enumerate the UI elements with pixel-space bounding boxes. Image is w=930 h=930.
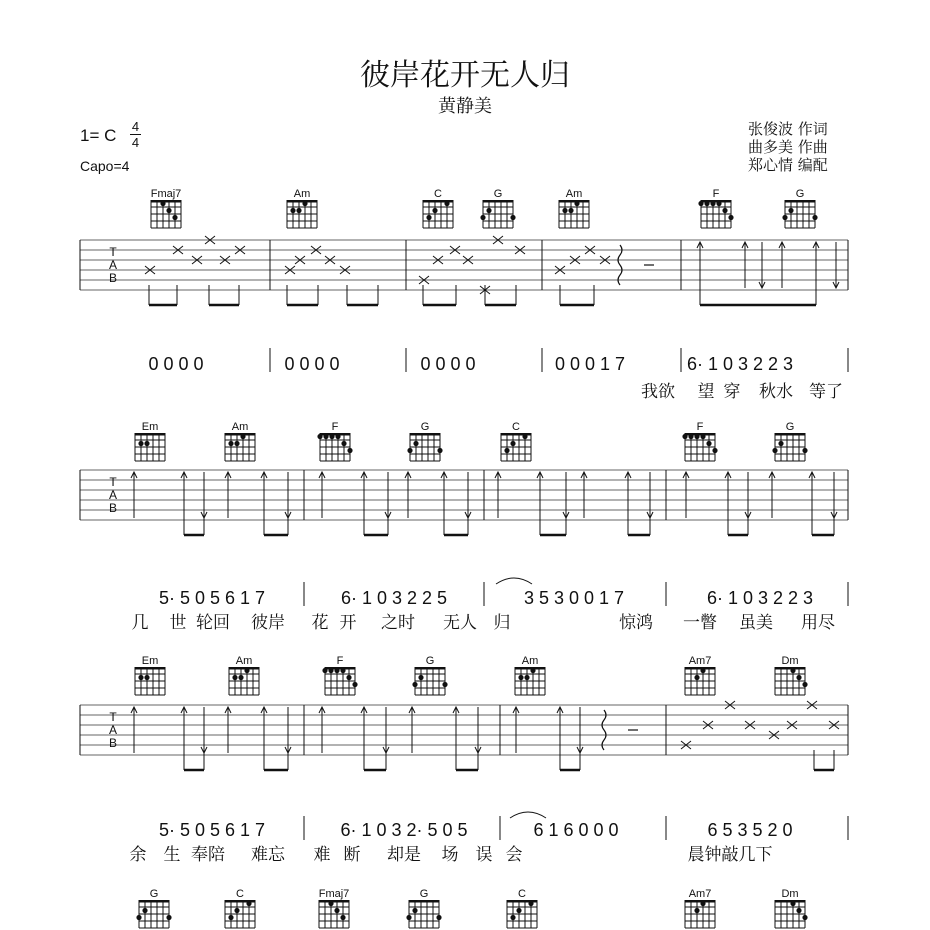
- slur-arc: [496, 578, 532, 584]
- tab-clef-letter: T: [109, 245, 117, 259]
- lyric: 却是: [387, 845, 421, 865]
- chord-name: C: [236, 888, 244, 900]
- chord-dot: [802, 915, 807, 920]
- chord-dot: [340, 915, 345, 920]
- chord-dot: [704, 201, 709, 206]
- chord-dot: [778, 441, 783, 446]
- chord-nut: [685, 900, 715, 903]
- chord-dot: [510, 215, 515, 220]
- chord-dot: [432, 208, 437, 213]
- chord-dot: [341, 441, 346, 446]
- tab-clef-letter: T: [109, 475, 117, 489]
- lyric: 断: [343, 845, 361, 865]
- strum-up-arrow: [625, 472, 631, 518]
- chord-dot: [516, 908, 521, 913]
- strum-up-arrow: [495, 472, 501, 518]
- chord-name: G: [785, 421, 795, 433]
- strum-up-arrow: [513, 707, 519, 753]
- strum-up-arrow: [557, 707, 563, 753]
- chord-diagram: [423, 188, 453, 228]
- chord-name: F: [696, 421, 704, 433]
- chord-dot: [228, 915, 233, 920]
- strum-down-arrow: [475, 707, 481, 753]
- chord-dot: [694, 908, 699, 913]
- jianpu-measure: 6· 1 0 3 2 2 3: [706, 588, 814, 608]
- chord-nut: [319, 900, 349, 903]
- tab-clef-letter: A: [108, 723, 118, 737]
- lyric: 世: [169, 613, 187, 633]
- strum-up-arrow: [261, 472, 267, 518]
- chord-dot: [290, 208, 295, 213]
- lyric: 惊鸿: [619, 613, 653, 633]
- chord-nut: [775, 900, 805, 903]
- chord-diagram: [507, 888, 537, 928]
- strum-down-arrow: [577, 707, 583, 753]
- chord-dot: [317, 434, 322, 439]
- chord-diagram: [135, 421, 165, 461]
- chord-dot: [796, 908, 801, 913]
- jianpu-measure: 6· 1 0 3 2 2 3: [686, 354, 794, 374]
- chord-diagram: [151, 188, 182, 228]
- strum-up-arrow: [809, 472, 815, 518]
- chord-dot: [238, 675, 243, 680]
- chord-dot: [334, 668, 339, 673]
- chord-dot: [510, 441, 515, 446]
- chord-name: C: [434, 188, 442, 200]
- strum-up-arrow: [405, 472, 411, 518]
- chord-diagram: [225, 888, 255, 928]
- chord-dot: [802, 448, 807, 453]
- chord-dot: [796, 675, 801, 680]
- chord-dot: [136, 915, 141, 920]
- tab-clef-letter: A: [108, 258, 118, 272]
- chord-nut: [785, 200, 815, 203]
- lyric: 轮回: [196, 613, 230, 633]
- chord-name: Dm: [781, 655, 799, 667]
- lyric: 归: [493, 613, 511, 633]
- chord-dot: [528, 901, 533, 906]
- chord-dot: [706, 441, 711, 446]
- chord-dot: [144, 441, 149, 446]
- chord-nut: [287, 200, 317, 203]
- chord-dot: [172, 215, 177, 220]
- chord-nut: [151, 200, 181, 203]
- chord-nut: [775, 433, 805, 436]
- tab-clef-letter: T: [109, 710, 117, 724]
- chord-dot: [138, 675, 143, 680]
- chord-diagram: [225, 421, 255, 461]
- strum-up-arrow: [261, 707, 267, 753]
- strum-up-arrow: [409, 707, 415, 753]
- chord-dot: [437, 448, 442, 453]
- chord-dot: [413, 441, 418, 446]
- lyric: 会: [505, 845, 523, 865]
- lyric: 我欲: [641, 382, 675, 402]
- chord-dot: [244, 668, 249, 673]
- chord-dot: [346, 675, 351, 680]
- chord-nut: [225, 433, 255, 436]
- lyric: 之时: [381, 613, 415, 633]
- chord-nut: [415, 667, 445, 670]
- chord-nut: [483, 200, 513, 203]
- strum-up-arrow: [361, 707, 367, 753]
- chord-dot: [694, 434, 699, 439]
- chord-dot: [412, 682, 417, 687]
- credit-arranger: 郑心情 编配: [748, 156, 828, 174]
- chord-diagram: [698, 188, 733, 228]
- chord-dot: [329, 434, 334, 439]
- chord-dot: [782, 215, 787, 220]
- chord-diagram: [322, 655, 357, 695]
- chord-dot: [407, 448, 412, 453]
- strum-up-arrow: [697, 242, 703, 288]
- chord-dot: [504, 448, 509, 453]
- chord-name: Fmaj7: [318, 888, 350, 900]
- strum-down-arrow: [647, 472, 653, 518]
- chord-diagram: [319, 888, 350, 928]
- chord-name: Am: [293, 188, 311, 200]
- chord-dot: [412, 908, 417, 913]
- lyric: 无人: [443, 613, 477, 633]
- key-signature: 1= C: [80, 126, 117, 145]
- chord-dot: [323, 434, 328, 439]
- strum-down-arrow: [563, 472, 569, 518]
- strum-up-arrow: [581, 472, 587, 518]
- chord-dot: [694, 675, 699, 680]
- chord-dot: [486, 208, 491, 213]
- chord-dot: [562, 208, 567, 213]
- lyric: 几: [131, 613, 149, 633]
- chord-dot: [142, 908, 147, 913]
- chord-dot: [444, 201, 449, 206]
- strum-down-arrow: [285, 472, 291, 518]
- strum-up-arrow: [725, 472, 731, 518]
- chord-name: F: [336, 655, 344, 667]
- chord-nut: [135, 433, 165, 436]
- chord-name: Am7: [688, 888, 712, 900]
- strum-up-arrow: [181, 707, 187, 753]
- strum-up-arrow: [742, 242, 748, 288]
- chord-dot: [700, 668, 705, 673]
- time-sig-top: 4: [131, 119, 140, 134]
- lyric: 花: [311, 613, 329, 633]
- chord-dot: [352, 682, 357, 687]
- chord-nut: [139, 900, 169, 903]
- lyric: 场: [441, 845, 459, 865]
- jianpu-measure: 6 1 6 0 0 0: [533, 820, 619, 840]
- strum-up-arrow: [131, 707, 137, 753]
- tab-clef-letter: B: [108, 271, 118, 285]
- chord-dot: [328, 901, 333, 906]
- chord-dot: [568, 208, 573, 213]
- chord-name: Fmaj7: [150, 188, 182, 200]
- chord-dot: [228, 441, 233, 446]
- strum-down-arrow: [833, 242, 839, 288]
- strum-up-arrow: [319, 707, 325, 753]
- lyric: 奉陪: [191, 845, 225, 865]
- chord-dot: [524, 675, 529, 680]
- chord-dot: [406, 915, 411, 920]
- chord-dot: [436, 915, 441, 920]
- strum-down-arrow: [759, 242, 765, 288]
- chord-dot: [442, 682, 447, 687]
- chord-dot: [340, 668, 345, 673]
- chord-diagram: [406, 888, 441, 928]
- strum-down-arrow: [201, 707, 207, 753]
- chord-diagram: [407, 421, 442, 461]
- strum-up-arrow: [453, 707, 459, 753]
- jianpu-measure: 0 0 0 0: [148, 354, 204, 374]
- chord-diagram: [515, 655, 545, 695]
- lyric: 余: [129, 845, 147, 865]
- jianpu-measure: 5· 5 0 5 6 1 7: [158, 588, 266, 608]
- chord-diagram: [775, 888, 808, 928]
- chord-dot: [700, 901, 705, 906]
- chord-diagram: [412, 655, 447, 695]
- chord-dot: [716, 201, 721, 206]
- artist-name: 黄静美: [438, 96, 492, 117]
- chord-dot: [144, 675, 149, 680]
- lyric: 误: [475, 845, 493, 865]
- strum-up-arrow: [225, 707, 231, 753]
- chord-dot: [246, 901, 251, 906]
- chord-diagram: [782, 188, 817, 228]
- chord-name: G: [149, 888, 159, 900]
- chord-dot: [728, 215, 733, 220]
- capo-label: Capo=4: [80, 158, 130, 174]
- chord-nut: [135, 667, 165, 670]
- chord-dot: [160, 201, 165, 206]
- lyric: 晨钟敲几下: [687, 845, 773, 865]
- chord-dot: [334, 908, 339, 913]
- chord-name: Em: [141, 655, 159, 667]
- chord-dot: [138, 441, 143, 446]
- strum-up-arrow: [769, 472, 775, 518]
- chord-dot: [688, 434, 693, 439]
- jianpu-measure: 0 0 0 1 7: [554, 354, 626, 374]
- chord-dot: [682, 434, 687, 439]
- chord-diagram: [480, 188, 515, 228]
- chord-name: Am7: [688, 655, 712, 667]
- chord-name: Am: [521, 655, 539, 667]
- chord-dot: [700, 434, 705, 439]
- chord-dot: [698, 201, 703, 206]
- chord-dot: [788, 208, 793, 213]
- chord-nut: [410, 433, 440, 436]
- chord-dot: [522, 434, 527, 439]
- chord-name: F: [331, 421, 339, 433]
- chord-dot: [166, 915, 171, 920]
- lyric: 难忘: [251, 845, 285, 865]
- chord-dot: [712, 448, 717, 453]
- chord-nut: [409, 900, 439, 903]
- strum-down-arrow: [385, 472, 391, 518]
- chord-dot: [426, 215, 431, 220]
- chord-dot: [347, 448, 352, 453]
- chord-diagram: [136, 888, 171, 928]
- chord-diagram: [685, 888, 715, 928]
- tab-clef-letter: B: [108, 501, 118, 515]
- lyric: 望: [697, 382, 715, 402]
- chord-dot: [480, 215, 485, 220]
- chord-name: G: [795, 188, 805, 200]
- chord-dot: [296, 208, 301, 213]
- chord-dot: [790, 901, 795, 906]
- strum-down-arrow: [285, 707, 291, 753]
- chord-name: G: [493, 188, 503, 200]
- lyric: 难: [313, 845, 331, 865]
- chord-dot: [234, 908, 239, 913]
- strum-down-arrow: [831, 472, 837, 518]
- chord-nut: [685, 667, 715, 670]
- chord-diagram: [682, 421, 717, 461]
- lyric: 秋水: [759, 382, 793, 402]
- chord-dot: [240, 434, 245, 439]
- strum-down-arrow: [383, 707, 389, 753]
- chord-diagram: [775, 655, 808, 695]
- strum-up-arrow: [813, 242, 819, 288]
- jianpu-measure: 6 5 3 5 2 0: [707, 820, 793, 840]
- credit-lyricist: 张俊波 作词: [748, 120, 828, 138]
- chord-dot: [790, 668, 795, 673]
- lyric: 等了: [809, 382, 843, 402]
- chord-name: G: [425, 655, 435, 667]
- strum-down-arrow: [745, 472, 751, 518]
- chord-dot: [335, 434, 340, 439]
- chord-name: Dm: [781, 888, 799, 900]
- chord-dot: [166, 208, 171, 213]
- chord-diagram: [685, 655, 715, 695]
- chord-name: Em: [141, 421, 159, 433]
- strum-up-arrow: [683, 472, 689, 518]
- chord-dot: [322, 668, 327, 673]
- chord-nut: [559, 200, 589, 203]
- slur-arc: [510, 812, 546, 818]
- arpeggio-wave: [618, 245, 622, 285]
- chord-dot: [232, 675, 237, 680]
- lyric: 开: [339, 613, 357, 633]
- strum-down-arrow: [201, 472, 207, 518]
- chord-dot: [710, 201, 715, 206]
- song-title: 彼岸花开无人归: [360, 58, 570, 93]
- lyric: 用尽: [801, 613, 835, 633]
- chord-dot: [574, 201, 579, 206]
- chord-dot: [302, 201, 307, 206]
- tab-clef-letter: A: [108, 488, 118, 502]
- chord-name: Am: [231, 421, 249, 433]
- jianpu-measure: 0 0 0 0: [420, 354, 476, 374]
- chord-nut: [229, 667, 259, 670]
- lyric: 彼岸: [251, 613, 285, 633]
- strum-up-arrow: [225, 472, 231, 518]
- chord-diagram: [772, 421, 807, 461]
- jianpu-measure: 6· 1 0 3 2· 5 0 5: [340, 820, 468, 840]
- strum-up-arrow: [319, 472, 325, 518]
- chord-diagram: [317, 421, 352, 461]
- chord-diagram: [559, 188, 589, 228]
- chord-dot: [234, 441, 239, 446]
- lyric: 生: [163, 845, 181, 865]
- chord-name: F: [712, 188, 720, 200]
- chord-dot: [722, 208, 727, 213]
- jianpu-measure: 6· 1 0 3 2 2 5: [340, 588, 448, 608]
- chord-dot: [328, 668, 333, 673]
- time-sig-bottom: 4: [131, 135, 140, 150]
- strum-up-arrow: [181, 472, 187, 518]
- chord-name: Am: [565, 188, 583, 200]
- chord-dot: [418, 675, 423, 680]
- tab-clef-letter: B: [108, 736, 118, 750]
- chord-dot: [530, 668, 535, 673]
- lyric: 一瞥: [683, 613, 717, 633]
- lyric: 虽美: [739, 613, 773, 633]
- jianpu-measure: 0 0 0 0: [284, 354, 340, 374]
- chord-nut: [515, 667, 545, 670]
- chord-dot: [802, 682, 807, 687]
- chord-dot: [772, 448, 777, 453]
- chord-dot: [518, 675, 523, 680]
- chord-dot: [510, 915, 515, 920]
- jianpu-measure: 5· 5 0 5 6 1 7: [158, 820, 266, 840]
- strum-up-arrow: [779, 242, 785, 288]
- chord-name: G: [419, 888, 429, 900]
- chord-name: G: [420, 421, 430, 433]
- strum-up-arrow: [131, 472, 137, 518]
- chord-name: C: [512, 421, 520, 433]
- chord-nut: [775, 667, 805, 670]
- lyric: 穿: [723, 382, 741, 402]
- chord-diagram: [501, 421, 531, 461]
- strum-up-arrow: [441, 472, 447, 518]
- chord-diagram: [287, 188, 317, 228]
- strum-down-arrow: [465, 472, 471, 518]
- chord-name: Am: [235, 655, 253, 667]
- chord-dot: [812, 215, 817, 220]
- chord-diagram: [229, 655, 259, 695]
- strum-up-arrow: [537, 472, 543, 518]
- chord-name: C: [518, 888, 526, 900]
- strum-up-arrow: [361, 472, 367, 518]
- jianpu-measure: 3 5 3 0 0 1 7: [523, 588, 625, 608]
- arpeggio-wave: [602, 710, 606, 750]
- credit-composer: 曲多美 作曲: [748, 138, 828, 156]
- chord-diagram: [135, 655, 165, 695]
